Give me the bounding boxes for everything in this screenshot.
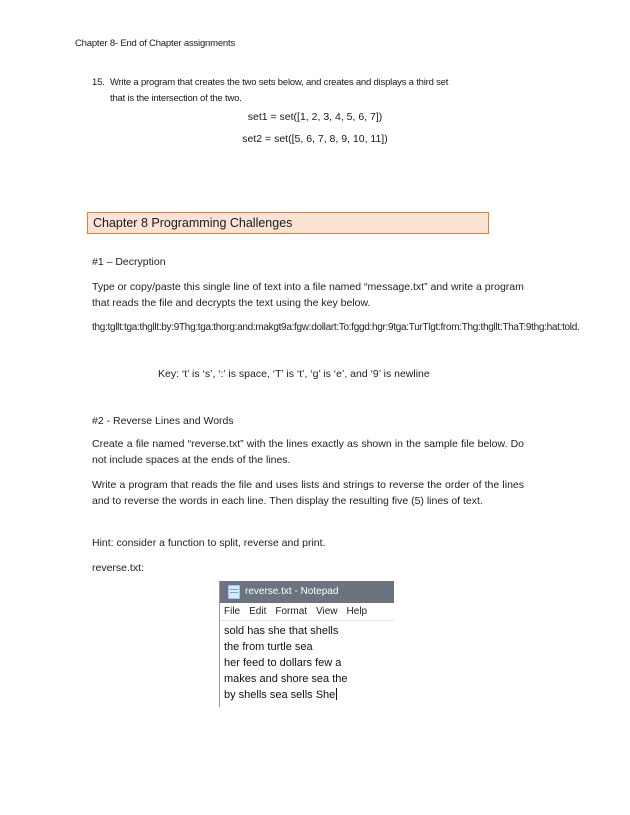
menu-view: View [316,606,338,617]
notepad-content [220,621,394,703]
notepad-line: sold has she that shells [224,625,339,637]
notepad-title: reverse.txt - Notepad [245,586,339,597]
decryption-key: Key: ‘t’ is ‘s’, ‘:’ is space, ‘T’ is ‘t’, ‘g’ is ‘e’, and ‘9’ is newline [158,368,430,380]
section-banner: Chapter 8 Programming Challenges [87,212,489,234]
notepad-line: makes and shore sea the [224,673,348,685]
question-15 [92,75,542,107]
text-caret [336,688,337,700]
question-text-line-2: that is the intersection of the two. [110,93,242,104]
notepad-menu-bar [220,603,394,621]
page-header: Chapter 8- End of Chapter assignments [75,38,235,49]
set1-definition: set1 = set([1, 2, 3, 4, 5, 6, 7]) [247,111,383,123]
set2-definition: set2 = set([5, 6, 7, 8, 9, 10, 11]) [242,133,388,145]
reverse-heading: #2 - Reverse Lines and Words [92,415,234,427]
notepad-screenshot [219,581,394,707]
notepad-line-text: by shells sea sells She [224,689,336,701]
notepad-icon [228,585,240,599]
notepad-title-bar [220,581,394,603]
menu-file: File [224,606,241,617]
reverse-paragraph-2: Write a program that reads the file and uses lists and strings to reverse the order of the lines and to reverse the words in each line. Then display the resulting five (5) lines of text. [92,479,524,507]
menu-edit: Edit [249,606,267,617]
menu-format: Format [275,606,308,617]
decryption-description: Type or copy/paste this single line of text into a file named “message.txt” and write a program that reads the file and decrypts the text using the key below. [92,281,524,309]
notepad-line-last [224,687,394,703]
question-number: 15. [92,77,105,88]
menu-help: Help [346,606,368,617]
file-label: reverse.txt: [92,562,144,574]
cipher-text: thg:tgllt:tga:thgllt:by:9Thg:tga:thorg:and:makgt9a:fgw:dollart:To:fggd:hgr:9tga:TurTlgt:from:Thg:thgllt:ThaT:9thg:hat:told. [92,322,580,333]
notepad-line: her feed to dollars few a [224,657,342,669]
question-text-line-1: Write a program that creates the two sets below, and creates and displays a third set [110,77,449,88]
decryption-heading: #1 – Decryption [92,256,166,268]
reverse-paragraph-1: Create a file named “reverse.txt” with the lines exactly as shown in the sample file below. Do not include spaces at the ends of the lines. [92,438,524,466]
notepad-line: the from turtle sea [224,641,313,653]
hint-text: Hint: consider a function to split, reverse and print. [92,537,326,549]
